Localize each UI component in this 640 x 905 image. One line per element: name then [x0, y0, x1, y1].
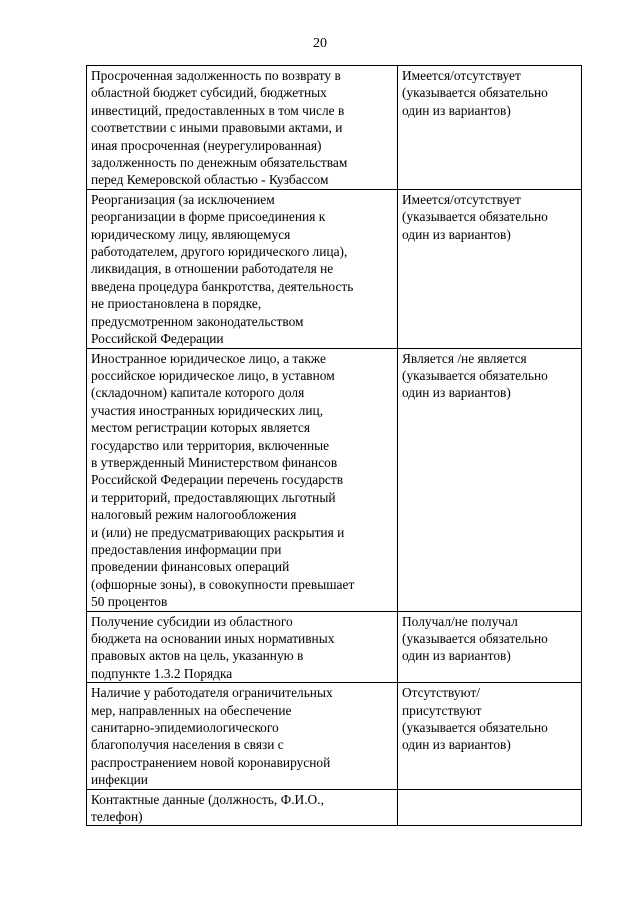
table-row [87, 348, 582, 611]
value-cell: Является /не является (указывается обязательно один из вариантов) [398, 348, 582, 611]
criteria-table [86, 65, 582, 826]
table-row [87, 611, 582, 683]
criterion-cell: Просроченная задолженность по возврату в областной бюджет субсидий, бюджетных инвестиций, предоставленных в том числе в соответствии с иными правовыми актами, и иная просроченная (неурегулированная) задолженность по денежным обязательствам перед Кемеровской областью - Кузбассом [87, 66, 398, 190]
value-cell [398, 789, 582, 826]
value-cell: Имеется/отсутствует (указывается обязательно один из вариантов) [398, 66, 582, 190]
criterion-cell: Контактные данные (должность, Ф.И.О., телефон) [87, 789, 398, 826]
page-number: 20 [313, 36, 327, 51]
value-cell: Получал/не получал (указывается обязательно один из вариантов) [398, 611, 582, 683]
table-row [87, 66, 582, 190]
table-row [87, 789, 582, 826]
criterion-cell: Реорганизация (за исключением реорганизации в форме присоединения к юридическому лицу, являющемуся работодателем, другого юридического лица), ликвидация, в отношении работодателя не введена процедура банкротства, деятельность не приостановлена в порядке, предусмотренном законодательством Российской Федерации [87, 189, 398, 348]
table-row [87, 683, 582, 789]
criterion-cell: Иностранное юридическое лицо, а также российское юридическое лицо, в уставном (складочном) капитале которого доля участия иностранных юридических лиц, местом регистрации которых является государство или территория, включенные в утвержденный Министерством финансов Российской Федерации перечень государств и территорий, предоставляющих льготный налоговый режим налогообложения и (или) не предусматривающих раскрытия и предоставления информации при проведении финансовых операций (офшорные зоны), в совокупности превышает 50 процентов [87, 348, 398, 611]
table-row [87, 189, 582, 348]
value-cell: Отсутствуют/ присутствуют (указывается обязательно один из вариантов) [398, 683, 582, 789]
criterion-cell: Получение субсидии из областного бюджета на основании иных нормативных правовых актов на цель, указанную в подпункте 1.3.2 Порядка [87, 611, 398, 683]
value-cell: Имеется/отсутствует (указывается обязательно один из вариантов) [398, 189, 582, 348]
criterion-cell: Наличие у работодателя ограничительных мер, направленных на обеспечение санитарно-эпидемиологического благополучия населения в связи с распространением новой коронавирусной инфекции [87, 683, 398, 789]
